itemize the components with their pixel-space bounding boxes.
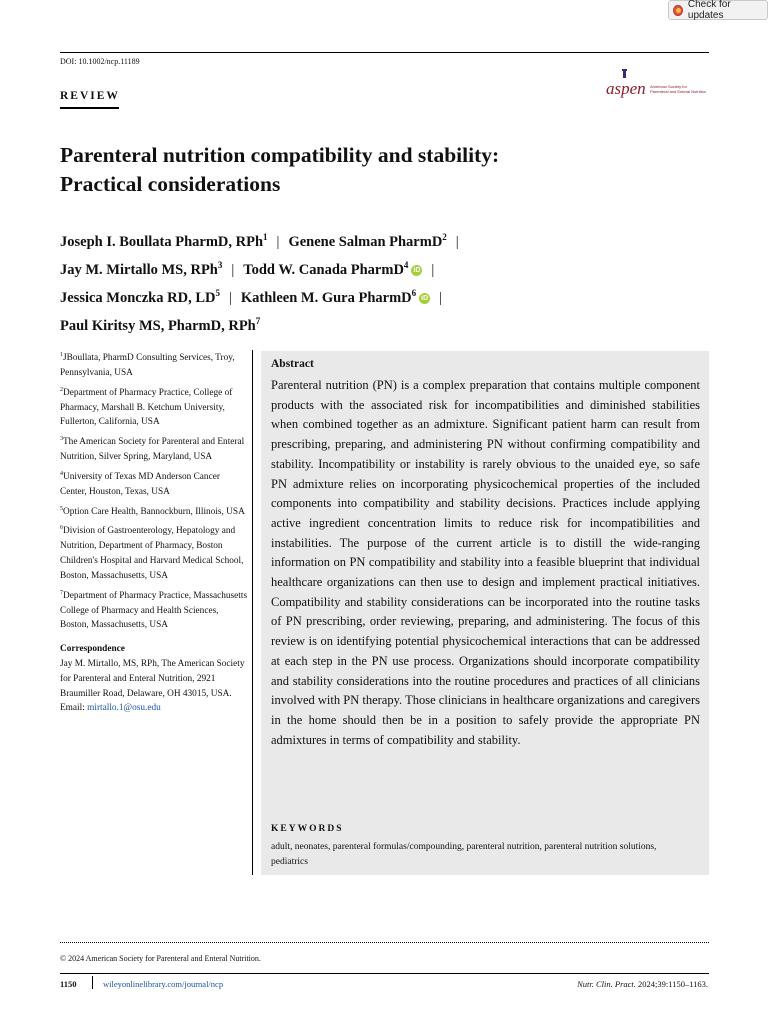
affiliation-text: Division of Gastroenterology, Hepatology and Nutrition, Department of Pharmacy, Boston Children's Hospital and Harvard Medical School, Boston, Massachusetts, USA: [60, 526, 244, 581]
affiliation-text: University of Texas MD Anderson Cancer Center, Houston, Texas, USA: [60, 471, 220, 497]
abstract-text: Parenteral nutrition (PN) is a complex preparation that contains multiple component products with the associated risk for incompatibilities and diminished stabilities when combined together as an admixture. Significant patient harm can result from prescribing, preparing, and administering PN without confirming compatibility and stability. Incompatibility or instability is rarely obvious to the unaided eye, so safe PN admixture relies on incorporating physicochemical properties of the included components into compatibility and stability decisions. Practices include applying active ingredient concentration limits to reduce risk for incompatibilities and instabilities. The purpose of the current article is to distill the wide-ranging information on PN compatibility and stability into a feasible blueprint that individual healthcare organizations can then use to design and implement practical initiatives. Compatibility and stability considerations can be incorporated into the routine tasks of PN prescribing, order reviewing, preparing, and administering. The focus of this review is on identifying potential physicochemical interactions that can be addressed at each step in the PN use process. Organizations should incorporate compatibility and stability considerations into the routine procedures and practices of all clinicians involved with PN therapy. Those clinicians in healthcare organizations and caregivers in the home should then be in a position to safely provide the appropriate PN admixtures in terms of compatibility and stability.: [271, 378, 700, 747]
email-label: Email:: [60, 703, 85, 714]
journal-citation: [577, 979, 708, 989]
author-separator: |: [276, 233, 280, 250]
author-separator: |: [228, 290, 232, 307]
email-link[interactable]: mirtallo.1@osu.edu: [87, 703, 161, 714]
author-name: Joseph I. Boullata PharmD, RPh: [60, 233, 264, 250]
author-line-4: [60, 310, 710, 338]
affiliation-sup: 1: [60, 352, 63, 358]
article-title: [60, 141, 680, 199]
author-name: Paul Kiritsy MS, PharmD, RPh: [60, 318, 256, 335]
author-list: [60, 226, 710, 339]
affiliation-sup: 4: [60, 470, 63, 477]
orcid-icon[interactable]: iD: [413, 267, 421, 275]
author-name: Jay M. Mirtallo MS, RPh: [60, 261, 218, 278]
check-for-updates-button[interactable]: [668, 0, 768, 20]
author-line-3: [60, 282, 710, 310]
affiliation-sup: 2: [60, 386, 63, 393]
author-sup: 7: [255, 316, 261, 327]
section-label: REVIEW: [60, 90, 120, 102]
author-sup: 6: [411, 288, 417, 299]
column-divider: [252, 350, 253, 875]
affiliation-text: The American Society for Parenteral and Enteral Nutrition, Silver Spring, Maryland, USA: [60, 437, 245, 463]
svg-text:American Society for: American Society for: [650, 84, 687, 89]
affiliation-text: Department of Pharmacy Practice, Massachusetts College of Pharmacy and Health Sciences, Boston, Massachusetts, USA: [60, 590, 248, 631]
doi-text: DOI: 10.1002/ncp.11189: [60, 57, 140, 66]
section-underline: [60, 107, 119, 109]
orcid-icon[interactable]: iD: [421, 295, 429, 303]
author-separator: |: [455, 233, 459, 250]
author-line-2: [60, 254, 710, 282]
author-separator: |: [231, 261, 235, 278]
check-for-updates-label: Check for updates: [687, 0, 731, 21]
abstract-heading: Abstract: [271, 358, 314, 370]
affiliation-sup: 7: [60, 589, 63, 596]
svg-text:Parenteral and Enteral Nutriti: Parenteral and Enteral Nutrition: [650, 89, 707, 94]
affiliation: [60, 502, 248, 520]
affiliation: [60, 467, 248, 500]
journal-website-link[interactable]: wileyonlinelibrary.com/journal/ncp: [103, 979, 224, 989]
affiliation-text: JBoullata, PharmD Consulting Services, Troy, Pennsylvania, USA: [60, 353, 235, 378]
author-separator: |: [431, 261, 435, 278]
affiliation: [60, 383, 248, 430]
aspen-logo: [604, 68, 712, 100]
keywords-text: adult, neonates, parenteral formulas/compounding, parenteral nutrition, parenteral nutrition solutions, pediatrics: [271, 842, 657, 867]
footer-dotted-rule: [60, 942, 709, 943]
author-name: Todd W. Canada PharmD: [243, 261, 404, 278]
author-sup: 5: [215, 288, 220, 299]
affiliation-text: Department of Pharmacy Practice, College of Pharmacy, Marshall B. Ketchum University, Fullerton, California, USA: [60, 387, 233, 428]
affiliation-sup: 6: [60, 525, 63, 532]
affiliations-column: [60, 348, 248, 716]
affiliation-sup: 5: [60, 505, 63, 512]
affiliation-sup: 3: [60, 436, 63, 443]
affiliation: [60, 586, 248, 633]
author-name: Kathleen M. Gura PharmD: [240, 290, 412, 307]
journal-name: Nutr. Clin. Pract.: [577, 979, 636, 989]
copyright-text: © 2024 American Society for Parenteral and Enteral Nutrition.: [60, 954, 261, 963]
keywords-heading: KEYWORDS: [271, 824, 344, 834]
author-sup: 4: [403, 260, 409, 271]
title-line-2: Practical considerations: [60, 172, 281, 196]
header-rule: [60, 52, 709, 53]
author-sup: 2: [442, 232, 447, 242]
footer-separator: [92, 976, 93, 989]
affiliation: [60, 521, 248, 583]
author-name: Jessica Monczka RD, LD: [60, 290, 216, 307]
author-sup: 3: [217, 260, 223, 271]
author-sup: 1: [263, 232, 268, 242]
svg-text:aspen: aspen: [606, 79, 646, 98]
correspondence-address: Jay M. Mirtallo, MS, RPh, The American Society for Parenteral and Enteral Nutrition, 2921 Braumiller Road, Delaware, OH 43015, USA.: [60, 659, 245, 699]
title-line-1: Parenteral nutrition compatibility and stability:: [60, 143, 500, 167]
affiliation-text: Option Care Health, Bannockburn, Illinois, USA: [63, 506, 245, 517]
author-line-1: [60, 226, 710, 254]
crossmark-icon: [673, 5, 683, 16]
affiliation: [60, 432, 248, 465]
affiliation: [60, 348, 248, 381]
correspondence-heading: Correspondence: [60, 644, 125, 655]
author-separator: |: [439, 290, 443, 307]
page-number: 1150: [60, 979, 77, 989]
author-name: Genene Salman PharmD: [288, 233, 443, 250]
correspondence-email-row: [60, 701, 248, 716]
journal-volume: 2024;39:1150–1163.: [638, 979, 708, 989]
footer-rule: [60, 973, 709, 974]
